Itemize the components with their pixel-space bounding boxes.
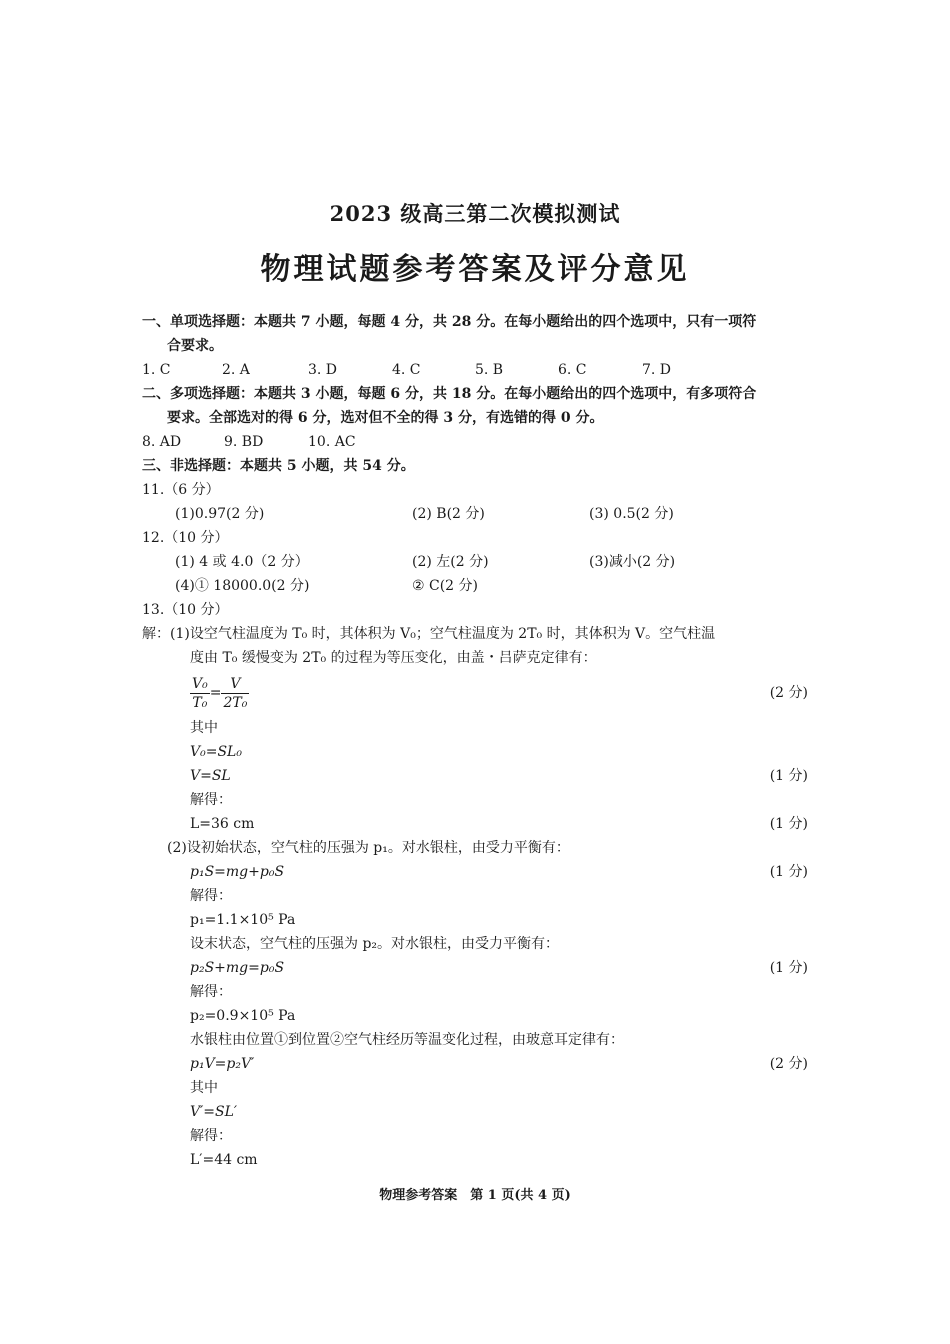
section2-heading-cont: 要求。全部选对的得 6 分，选对但不全的得 3 分，有选错的得 0 分。 — [167, 410, 604, 426]
q13-part2-text-final: 设末状态，空气柱的压强为 p₂。对水银柱，由受力平衡有： — [190, 936, 560, 952]
q12-answer-2: (2) 左(2 分) — [412, 554, 489, 570]
q11-answer-3: (3) 0.5(2 分) — [589, 506, 674, 522]
score-note: (1 分) — [769, 816, 808, 832]
answer-5: 5. B — [475, 362, 504, 378]
section3-heading: 三、非选择题：本题共 5 小题，共 54 分。 — [142, 458, 415, 474]
q13-part1-text: 解：(1)设空气柱温度为 T₀ 时，其体积为 V₀；空气柱温度为 2T₀ 时，其体积为 V。空气柱温 — [142, 626, 716, 642]
q13-text-jiede: 解得： — [190, 984, 232, 1000]
q13-result-p1: p₁=1.1×10⁵ Pa — [190, 912, 296, 928]
score-note: (2 分) — [769, 685, 808, 701]
score-note: (1 分) — [769, 960, 808, 976]
answer-content — [142, 310, 812, 1172]
section1-heading: 一、单项选择题：本题共 7 小题，每题 4 分，共 28 分。在每小题给出的四个选项中，只有一项符 — [142, 314, 757, 330]
q12-answers-row2 — [142, 574, 812, 598]
answer-6: 6. C — [558, 362, 587, 378]
q13-text-qizhong: 其中 — [190, 1080, 218, 1096]
q12-label: 12.（10 分） — [142, 530, 229, 546]
q11-answer-2: (2) B(2 分) — [412, 506, 485, 522]
q12-answers-row1 — [142, 550, 812, 574]
q13-text-jiede: 解得： — [190, 1128, 232, 1144]
q13-result-Lprime: L′=44 cm — [190, 1152, 258, 1168]
q12-answer-4b: ② C(2 分) — [412, 578, 478, 594]
q12-answer-3: (3)减小(2 分) — [589, 554, 676, 570]
q13-text-jiede: 解得： — [190, 792, 232, 808]
answer-9: 9. BD — [224, 434, 264, 450]
score-note: (2 分) — [769, 1056, 808, 1072]
document-title: 物理试题参考答案及评分意见 — [260, 252, 690, 287]
q13-result-p2: p₂=0.9×10⁵ Pa — [190, 1008, 296, 1024]
q13-eq-v0: V₀=SL₀ — [190, 744, 242, 760]
section1-heading-cont: 合要求。 — [167, 338, 223, 354]
section2-heading: 二、多项选择题：本题共 3 小题，每题 6 分，共 18 分。在每小题给出的四个选项中，有多项符合 — [142, 386, 757, 402]
q13-text-qizhong: 其中 — [190, 720, 218, 736]
answer-4: 4. C — [392, 362, 421, 378]
q12-answer-4a: (4)① 18000.0(2 分) — [175, 578, 310, 594]
score-note: (1 分) — [769, 768, 808, 784]
answer-1: 1. C — [142, 362, 171, 378]
q13-eq-boyle-row: p₁V=p₂V′ (2 分) — [142, 1052, 812, 1076]
q13-part1-text-cont: 度由 T₀ 缓慢变为 2T₀ 的过程为等压变化，由盖・吕萨克定律有： — [190, 650, 597, 666]
q13-part2-text-boyle: 水银柱由位置①到位置②空气柱经历等温变化过程，由玻意耳定律有： — [190, 1032, 624, 1048]
q13-eq-p2S-row: p₂S+mg=p₀S (1 分) — [142, 956, 812, 980]
exam-title: 2023 级高三第二次模拟测试 — [329, 201, 621, 226]
answer-2: 2. A — [222, 362, 250, 378]
page-footer: 物理参考答案 第 1 页(共 4 页) — [379, 1188, 571, 1203]
q11-label: 11.（6 分） — [142, 482, 220, 498]
q11-answer-1: (1)0.97(2 分) — [175, 506, 265, 522]
answer-10: 10. AC — [308, 434, 356, 450]
q11-answers — [142, 502, 812, 526]
q13-result-L: L=36 cm (1 分) — [142, 812, 812, 836]
answer-7: 7. D — [642, 362, 672, 378]
answer-8: 8. AD — [142, 434, 182, 450]
q13-part2-text: (2)设初始状态，空气柱的压强为 p₁。对水银柱，由受力平衡有： — [167, 840, 570, 856]
q13-charles-equation: $\frac{\text{V₀}}{\text{T₀}}$ = $\frac{V}{\text{2T₀}}$ (2 分) — [142, 670, 812, 716]
section2-answers — [142, 430, 812, 454]
fraction-v-2t0: $\frac{V}{\text{2T₀}}$ — [223, 675, 248, 711]
q13-eq-vprime: V′=SL′ — [190, 1104, 238, 1120]
answer-3: 3. D — [308, 362, 338, 378]
score-note: (1 分) — [769, 864, 808, 880]
q13-eq-v-row: V=SL (1 分) — [142, 764, 812, 788]
q12-answer-1: (1) 4 或 4.0（2 分） — [175, 554, 309, 570]
fraction-v0-t0: $\frac{\text{V₀}}{\text{T₀}}$ — [192, 675, 208, 711]
q13-eq-p1S-row: p₁S=mg+p₀S (1 分) — [142, 860, 812, 884]
q13-text-jiede: 解得： — [190, 888, 232, 904]
section1-answers — [142, 358, 812, 382]
q13-label: 13.（10 分） — [142, 602, 229, 618]
